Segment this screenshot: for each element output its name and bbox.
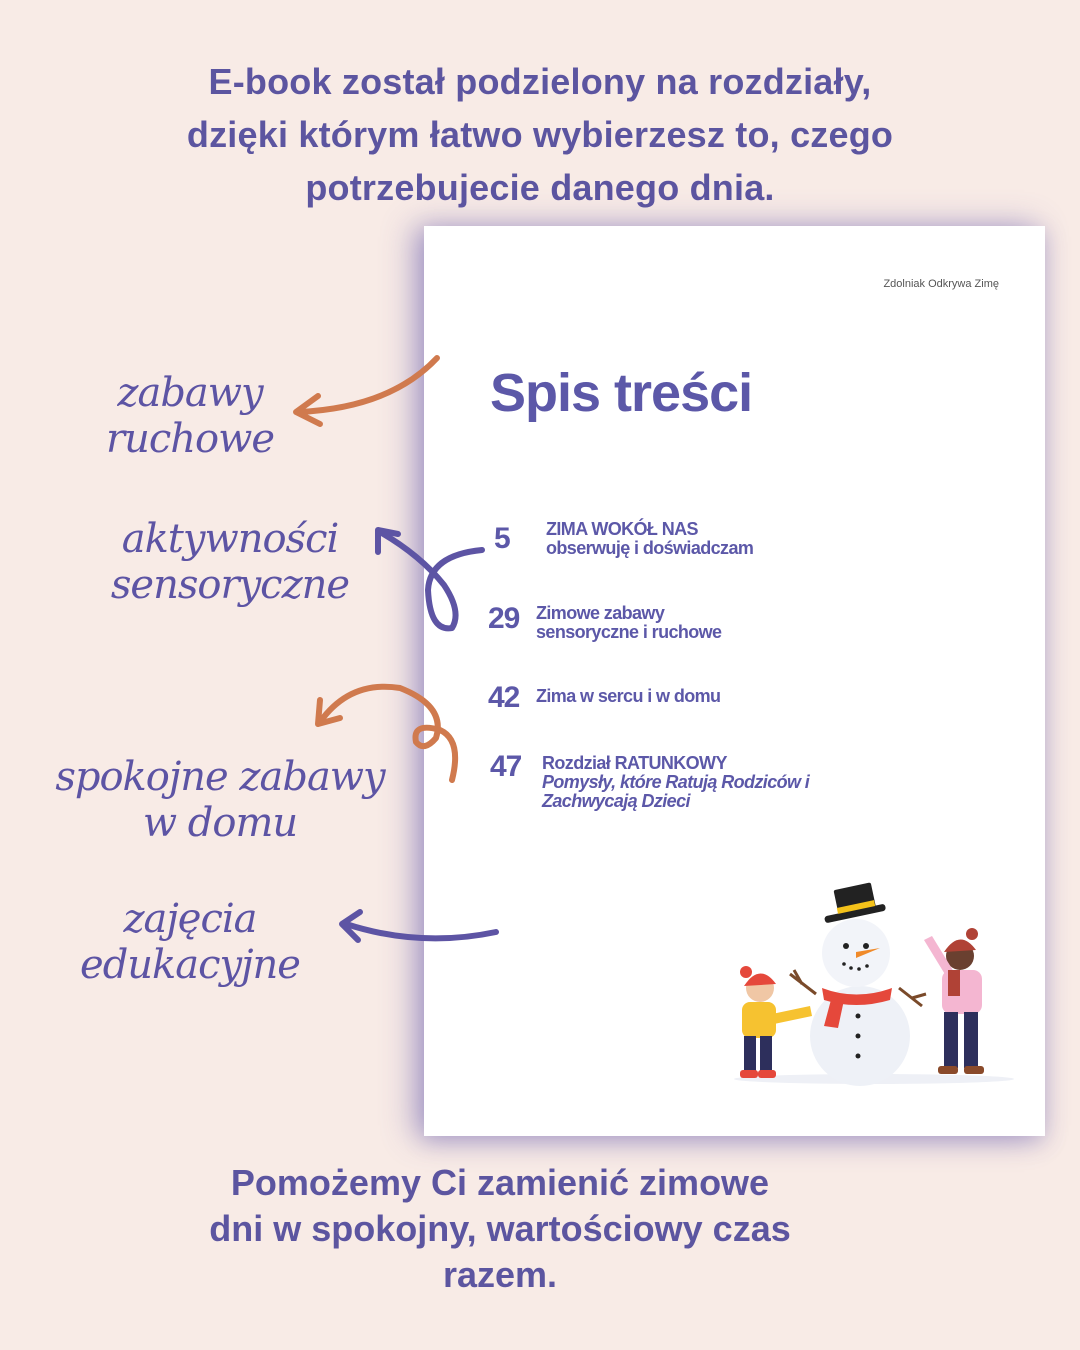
label-line: w domu xyxy=(142,800,298,846)
toc-page-number: 29 xyxy=(488,602,520,635)
label-line: edukacyjne xyxy=(80,942,300,988)
running-header: Zdolniak Odkrywa Zimę xyxy=(883,278,999,290)
label-line: zabawy xyxy=(117,370,263,416)
purple-loop-arrow-icon xyxy=(380,532,482,628)
toc-entry-subheading-continued: Zachwycają Dzieci xyxy=(542,791,690,811)
toc-entry-heading: ZIMA WOKÓŁ NAS xyxy=(546,519,698,539)
footer-line-2: dni w spokojny, wartościowy czas xyxy=(209,1208,791,1249)
toc-page-number: 47 xyxy=(490,750,522,783)
purple-arrow-icon xyxy=(346,924,496,938)
headline-line-2: dzięki którym łatwo wybierzesz to, czego xyxy=(186,114,894,155)
toc-entry-heading: Rozdział RATUNKOWY xyxy=(542,753,727,773)
label-line: ruchowe xyxy=(105,416,275,462)
toc-entry-subheading: obserwuję i doświadczam xyxy=(546,538,754,558)
label-line: spokojne zabawy xyxy=(55,754,385,800)
headline-line-3: potrzebujecie danego dnia. xyxy=(305,167,775,208)
label-line: zajęcia xyxy=(123,896,257,942)
toc-page-number: 42 xyxy=(488,681,520,714)
label-line: aktywności xyxy=(121,516,339,562)
label-line: sensoryczne xyxy=(110,562,350,608)
orange-arrow-icon xyxy=(298,358,437,412)
footer-line-1: Pomożemy Ci zamienić zimowe xyxy=(230,1162,770,1203)
footer-text xyxy=(150,1160,850,1298)
toc-title: Spis treści xyxy=(490,363,753,423)
orange-loop-arrow-icon xyxy=(320,687,455,780)
toc-entry-heading: Zimowe zabawy xyxy=(536,603,665,623)
headline-line-1: E-book został podzielony na rozdziały, xyxy=(208,61,872,102)
footer-line-3: razem. xyxy=(442,1254,558,1295)
toc-entry-subheading: Pomysły, które Ratują Rodziców i xyxy=(542,772,810,792)
toc-entry-heading: Zima w sercu i w domu xyxy=(536,686,721,706)
toc-page-number: 5 xyxy=(494,522,510,555)
toc-entry-subheading: sensoryczne i ruchowe xyxy=(536,622,722,642)
